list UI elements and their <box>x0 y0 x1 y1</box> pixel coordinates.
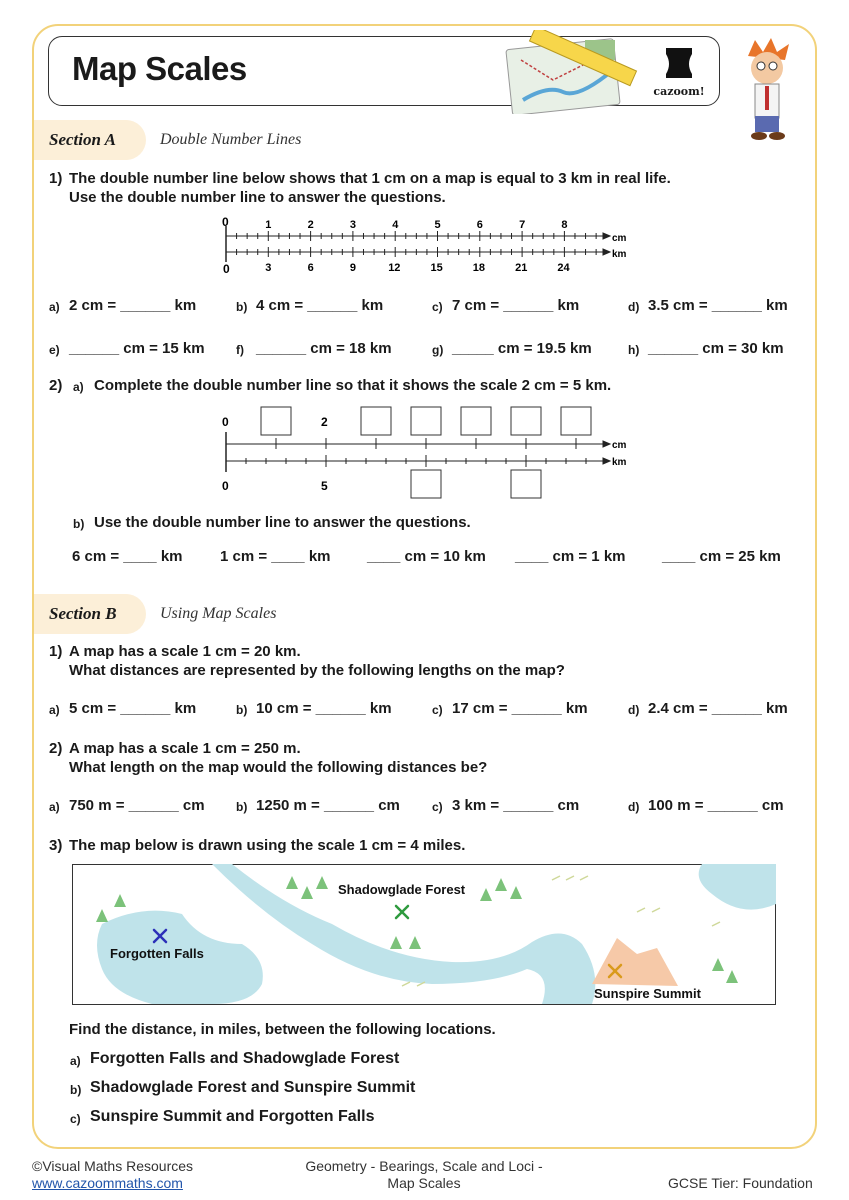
answer-box-cm[interactable] <box>361 407 391 435</box>
q2b-answer-1[interactable]: 1 cm = ____ km <box>220 548 331 565</box>
q2a-label: a) <box>73 380 84 394</box>
q1-row1-label-3: d) <box>628 300 640 314</box>
km-tick-label: 24 <box>557 262 570 274</box>
q1-line1: The double number line below shows that 1 cm on a map is equal to 3 km in real life. <box>69 170 671 187</box>
q2b-answer-0[interactable]: 6 cm = ____ km <box>72 548 183 565</box>
footer-copyright: ©Visual Maths Resources <box>32 1158 194 1174</box>
answer-box-km[interactable] <box>511 470 541 498</box>
b-q3-label-1: b) <box>70 1083 82 1097</box>
page-title: Map Scales <box>72 50 247 87</box>
nl2-km-unit: km <box>612 457 627 468</box>
q1-row1-label-2: c) <box>432 300 443 314</box>
b-q2-number: 2) <box>49 740 63 757</box>
q1-row2-label-1: f) <box>236 343 244 357</box>
cm-tick-label: 7 <box>519 219 526 231</box>
section-a-subtitle: Double Number Lines <box>160 131 302 148</box>
answer-box-km[interactable] <box>411 470 441 498</box>
b-q2-row-label-0: a) <box>49 800 60 814</box>
b-q3-item-0: Forgotten Falls and Shadowglade Forest <box>90 1050 400 1067</box>
km-tick-label: 0 <box>223 262 230 276</box>
cm-tick-label: 6 <box>476 219 483 231</box>
b-q1-number: 1) <box>49 643 63 660</box>
b-q1-row-item-0[interactable]: 5 cm = ______ km <box>69 700 197 717</box>
label-shadowglade: Shadowglade Forest <box>338 882 466 897</box>
q2a-text: Complete the double number line so that it shows the scale 2 cm = 5 km. <box>94 377 612 394</box>
b-q1-row-label-1: b) <box>236 703 248 717</box>
cm-unit: cm <box>612 233 627 244</box>
mascot-illustration <box>733 38 803 142</box>
q1-row1-item-3[interactable]: 3.5 cm = ______ km <box>648 297 788 314</box>
km-tick-label: 15 <box>430 262 443 274</box>
b-q2-row-item-3[interactable]: 100 m = ______ cm <box>648 797 784 814</box>
q2-number: 2) <box>49 377 63 394</box>
b-q2-line1: A map has a scale 1 cm = 250 m. <box>69 740 301 757</box>
nl2-top-two: 2 <box>321 415 328 429</box>
b-q1-line1: A map has a scale 1 cm = 20 km. <box>69 643 301 660</box>
find-text: Find the distance, in miles, between the following locations. <box>69 1021 496 1038</box>
q1-row2-item-1[interactable]: ______ cm = 18 km <box>256 340 392 357</box>
b-q1-row-item-3[interactable]: 2.4 cm = ______ km <box>648 700 788 717</box>
footer-topic-line2: Map Scales <box>387 1175 461 1191</box>
section-b-label: Section B <box>49 604 117 623</box>
double-number-line-1 <box>210 212 640 282</box>
nl2-cm-unit: cm <box>612 440 627 451</box>
b-q3-label-0: a) <box>70 1054 81 1068</box>
km-unit: km <box>612 249 627 260</box>
answer-box-cm[interactable] <box>411 407 441 435</box>
q1-row1-item-1[interactable]: 4 cm = ______ km <box>256 297 384 314</box>
label-forgotten-falls: Forgotten Falls <box>110 946 204 961</box>
b-q3-line1: The map below is drawn using the scale 1 cm = 4 miles. <box>69 837 466 854</box>
b-q1-row-item-1[interactable]: 10 cm = ______ km <box>256 700 392 717</box>
km-tick-label: 21 <box>515 262 528 274</box>
cm-tick-label: 2 <box>307 219 314 231</box>
q1-row2-label-2: g) <box>432 343 444 357</box>
b-q2-line2: What length on the map would the following distances be? <box>69 759 488 776</box>
answer-box-cm[interactable] <box>561 407 591 435</box>
nl2-bottom-zero: 0 <box>222 479 229 493</box>
q1-line2: Use the double number line to answer the questions. <box>69 189 446 206</box>
q1-row2-item-3[interactable]: ______ cm = 30 km <box>648 340 784 357</box>
double-number-line-2 <box>210 402 640 504</box>
logo-text: cazoom! <box>653 85 705 98</box>
q1-row1-label-0: a) <box>49 300 60 314</box>
b-q2-row-label-3: d) <box>628 800 640 814</box>
b-q1-row-label-3: d) <box>628 703 640 717</box>
cm-tick-label: 0 <box>222 215 229 229</box>
b-q3-label-2: c) <box>70 1112 81 1126</box>
map-ruler-illustration <box>503 30 643 114</box>
b-q3-number: 3) <box>49 837 63 854</box>
map-figure <box>72 864 777 1006</box>
q2b-label: b) <box>73 517 85 531</box>
cm-tick-label: 3 <box>349 219 357 231</box>
section-b-subtitle: Using Map Scales <box>160 605 277 622</box>
q1-row1-item-2[interactable]: 7 cm = ______ km <box>452 297 580 314</box>
b-q1-row-label-2: c) <box>432 703 443 717</box>
nl2-top-zero: 0 <box>222 415 229 429</box>
footer-tier: GCSE Tier: Foundation <box>668 1175 813 1191</box>
cazoom-logo <box>652 44 706 96</box>
b-q3-item-2: Sunspire Summit and Forgotten Falls <box>90 1108 375 1125</box>
q1-row2-item-0[interactable]: ______ cm = 15 km <box>69 340 205 357</box>
footer-website-link[interactable]: www.cazoommaths.com <box>32 1175 183 1191</box>
b-q2-row-item-1[interactable]: 1250 m = ______ cm <box>256 797 400 814</box>
nl2-bottom-five: 5 <box>321 479 328 493</box>
b-q3-item-1: Shadowglade Forest and Sunspire Summit <box>90 1079 416 1096</box>
label-sunspire: Sunspire Summit <box>594 986 701 1001</box>
answer-box-cm[interactable] <box>261 407 291 435</box>
cm-tick-label: 1 <box>265 219 272 231</box>
cm-tick-label: 8 <box>561 219 568 231</box>
cm-tick-label: 5 <box>434 219 441 231</box>
q1-number: 1) <box>49 170 63 187</box>
km-tick-label: 12 <box>388 262 401 274</box>
q2b-answer-3[interactable]: ____ cm = 1 km <box>515 548 626 565</box>
section-a-label: Section A <box>49 130 116 149</box>
km-tick-label: 18 <box>472 262 486 274</box>
q2b-text: Use the double number line to answer the questions. <box>94 514 471 531</box>
footer-topic-line1: Geometry - Bearings, Scale and Loci - <box>305 1158 543 1174</box>
q1-row2-label-3: h) <box>628 343 640 357</box>
b-q2-row-item-2[interactable]: 3 km = ______ cm <box>452 797 580 814</box>
b-q2-row-label-2: c) <box>432 800 443 814</box>
b-q1-line2: What distances are represented by the following lengths on the map? <box>69 662 565 679</box>
q1-row1-item-0[interactable]: 2 cm = ______ km <box>69 297 197 314</box>
q2b-answer-2[interactable]: ____ cm = 10 km <box>367 548 486 565</box>
answer-box-cm[interactable] <box>461 407 491 435</box>
cm-tick-label: 4 <box>392 219 399 231</box>
km-tick-label: 9 <box>349 262 357 274</box>
b-q2-row-label-1: b) <box>236 800 248 814</box>
q2b-answer-4[interactable]: ____ cm = 25 km <box>662 548 781 565</box>
answer-box-cm[interactable] <box>511 407 541 435</box>
km-tick-label: 3 <box>265 262 272 274</box>
q1-row1-label-1: b) <box>236 300 248 314</box>
km-tick-label: 6 <box>307 262 314 274</box>
b-q2-row-item-0[interactable]: 750 m = ______ cm <box>69 797 205 814</box>
q1-row2-item-2[interactable]: _____ cm = 19.5 km <box>452 340 592 357</box>
b-q1-row-item-2[interactable]: 17 cm = ______ km <box>452 700 588 717</box>
b-q1-row-label-0: a) <box>49 703 60 717</box>
q1-row2-label-0: e) <box>49 343 60 357</box>
